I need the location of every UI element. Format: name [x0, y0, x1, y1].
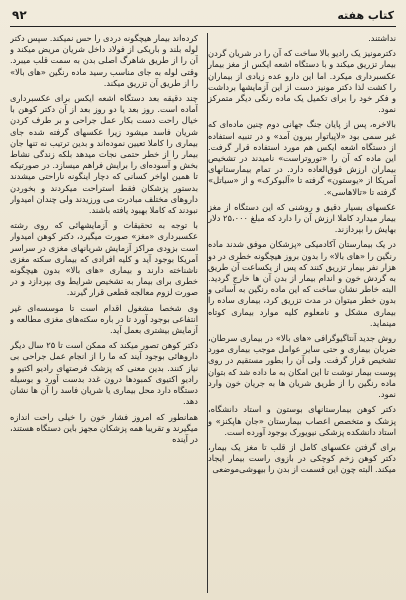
paragraph: نداشتند.: [368, 33, 396, 43]
paragraph: با توجه به تحقیقات و آزمایشهائی که روی رشته عکسبرداری «مغز» صورت میگیرد، دکتر کوهن امیدوار است بزودی مراکز آزمایش شریانهای مغزی در سراسر آمریکا بوجود آید و کلیه افرادی که بیماری سکته مغزی ناشناخته دارند و بیماری «های بالا» بدون هیچگونه خطری برای بیمار به تشخیص شرایط وی بپردازد و در صورت لزوم معالجه قطعی قرار گیرند.: [10, 220, 198, 298]
paragraph: کرده‌اند بیمار هیچگونه دردی را حس نمیکند. سپس دکتر لوله بلند و باریکی از فولاد داخل شریان مریض میکند و آن را از طریق شاهرگ اصلی بدن به سمت قلب میبرد. وقتی لوله به جای مناسب رسید ماده رنگین «های بالا» را از طریق آن تزریق میکند.: [10, 33, 198, 88]
paragraph: دکتر کوهن بیمارستانهای بوستون و استاد دانشگاه، پزشک و متخصص اعصاب بیمارستان «جان هاپکنز» و استاد دانشکده پزشکی نیویورک بوجود آورده است.: [208, 404, 396, 437]
paragraph: همانطور که امروز فشار خون را خیلی راحت اندازه میگیرند و تقریبا همه پزشکان مجهز باین دستگاه هستند، در آینده: [10, 411, 198, 444]
paragraph: وی شخصا مشغول اقدام است تا موسسه‌ای غیر انتفاعی بوجود آورد تا در باره سکته‌های مغزی مطالعه و آزمایش بیشتری بعمل آید.: [10, 302, 198, 336]
section-title: کتاب هفته: [337, 8, 394, 22]
text-columns: [10, 33, 396, 593]
paragraph: بالاخره، پس از پایان جنگ جهانی دوم چنین ماده‌ای که غیر سمی بود «لاپیاتوار بیرون آمد» و در تنبیه استفاده از دستگاه اشعه ایکس هم مورد استفاده قرار گرفت. این ماده که آن را «توروتراست» نامیدند در تشخیص بیماران ارزش فوق‌العاده دارد. در تمام بیمارستانهای آمریکا از «یوستون» گرفته تا «آلبوکرک» و از «سیاتل» گرفته تا «تالاهاسی».: [208, 119, 396, 197]
right-column: [208, 33, 396, 593]
page-header: [10, 6, 396, 27]
page-number: ۹۲: [12, 8, 27, 22]
paragraph: عکسهای بسیار دقیق و روشنی که این دستگاه از مغز بیمار میدارد کاملا ارزش آن را دارد که مبلغ ۲۵،۰۰۰ دلار بهایش را بپردازند.: [208, 201, 396, 235]
paragraph: دکترمونیز یک رادیو بالا ساخت که آن را در شریان گردن بیمار تزریق میکند و با دستگاه اشعه ایکس از مغز بیمار عکسبرداری میکرد. اما این دارو عده زیادی از بیماران را کشت لذا دکتر مونیز دست از این آزمایشها برداشت و فکر خود را برای تکمیل یک ماده رنگی دیگر متمرکز نمود.: [208, 48, 396, 115]
paragraph: چند دقیقه بعد دستگاه اشعه ایکس برای عکسبرداری آماده است. روز بعد یا دو روز بعد از آن دکتر کوهن با خیال راحت دست بکار عمل جراحی و بر طرف کردن شریان فاسد میشود زیرا عکسهای گرفته شده جای بیماری را کاملا تعیین نموده‌اند و بدین ترتیب نه تنها جان بیمار را از خطر حتمی نجات میدهد بلکه زندگی نشاط بخش و آسوده‌ای را برایش فراهم میسازد. در صورتیکه تا همین اواخر کسانی که دچار اینگونه ناراحتی میشدند بدستور پزشکان فقط استراحت میکردند و بخوردن داروهای مختلف مبادرت می ورزیدند ولی چندان امیدوار نبودند که کاملا بهبود یافته باشند.: [10, 93, 198, 216]
column-divider: [207, 33, 208, 593]
paragraph: برای گرفتن عکسهای کامل از قلب تا مغز یک بیمار، دکتر کوهن زخم کوچکی در بازوی راست بیمار ایجاد میکند. البته چون این قسمت از بدن را بیهوشی‌موضعی: [208, 441, 396, 475]
left-column: [10, 33, 198, 593]
paragraph: روش جدید آنتاگیوگرافی «های بالا» در بیماری سرطان، ضربان بیماری و حتی سایر عوامل موجب بیماری مورد تشخیص قرار گرفت. ولی آن را بطور مستقیم در روی پوست بیمار نوشت تا این امکان به ما داده شد که بتوان ماده رنگین را از طریق شریان ها به جریان خون وارد نمود.: [208, 333, 396, 400]
paragraph: در یک بیمارستان آکادمیکی «پزشکان موفق شدند ماده رنگین را «های بالا» را بدون بروز هیچگونه خطری در دو هزار نفر بیمار تزریق کنند که پس از یکساعت آن طریق به گردش خون و اندام بیمار از بدن آن ها خارج گردید. البته خاطر نشان ساخت که این ماده رنگین به آسانی و بدون خطر میتوان در مدت تزریق کرد، بیماری ساده را بیماری مشکل و نامعلوم کلیه موارد بیماری کوتاه مینماید.: [208, 239, 396, 328]
paragraph: دکتر کوهن تصور میکند که ممکن است تا ۲۵ سال دیگر داروهائی بوجود آیند که ما را از انجام عمل جراحی بی نیاز کنند. بدین معنی که پزشک فرصتهای رادیو اکتیو و رادیو اکتیوی کمبودها درون غدد بدست آورد و بوسیله دستگاه دارد محل بیماری یا شریان فاسد را آن ها نشان دهد.: [10, 340, 198, 407]
